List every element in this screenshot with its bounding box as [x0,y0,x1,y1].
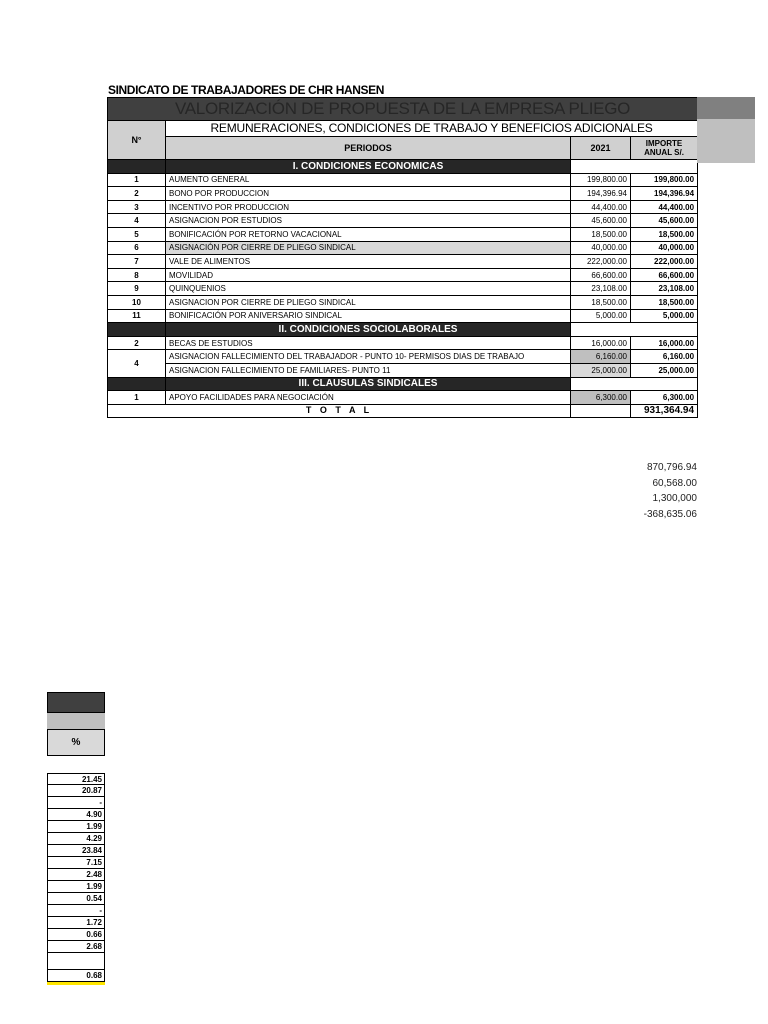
table-row: 10 ASIGNACION POR CIERRE DE PLIEGO SINDICAL 18,500.00 18,500.00 [108,295,698,309]
table-row: 6 ASIGNACIÓN POR CIERRE DE PLIEGO SINDICAL 40,000.00 40,000.00 [108,241,698,255]
percent-title-block [47,692,105,713]
table-row: 5 BONIFICACIÓN POR RETORNO VACACIONAL 18,500.00 18,500.00 [108,227,698,241]
header-year: 2021 [571,137,631,160]
table-row: 2 BECAS DE ESTUDIOS 16,000.00 16,000.00 [108,336,698,350]
table-row: 9 QUINQUENIOS 23,108.00 23,108.00 [108,282,698,296]
percent-cell: 2.48 [47,869,105,881]
section-title: III. CLAUSULAS SINDICALES [166,377,571,391]
table-row: 4 ASIGNACION POR ESTUDIOS 45,600.00 45,600.00 [108,214,698,228]
percent-cell: 4.29 [47,833,105,845]
percent-cell: 21.45 [47,773,105,785]
summary-notes [600,460,697,522]
total-value: 931,364.94 [631,404,698,418]
table-subtitle: REMUNERACIONES, CONDICIONES DE TRABAJO Y BENEFICIOS ADICIONALES [166,121,698,137]
organization-name: SINDICATO DE TRABAJADORES DE CHR HANSEN [108,83,384,97]
percent-cell: 0.54 [47,893,105,905]
percent-header: % [47,729,105,756]
table-row: 3 INCENTIVO POR PRODUCCION 44,400.00 44,400.00 [108,200,698,214]
percent-cell: 0.66 [47,929,105,941]
percent-cell: 23.84 [47,845,105,857]
percent-cell: 1.99 [47,881,105,893]
percent-cell: - [47,905,105,917]
section-title: II. CONDICIONES SOCIOLABORALES [166,323,571,337]
header-amount: IMPORTE ANUAL S/. [631,137,698,160]
side-header-dark [697,97,755,119]
percent-cell: 0.68 [47,970,105,982]
side-header-gray [697,119,755,163]
percent-column [47,692,105,985]
header-num: N° [108,121,166,160]
percent-cell [47,953,105,970]
percent-cell: 1.99 [47,821,105,833]
percent-cell: 20.87 [47,785,105,797]
header-periods: PERIODOS [166,137,571,160]
table-row: 7 VALE DE ALIMENTOS 222,000.00 222,000.00 [108,255,698,269]
valuation-table [107,97,698,418]
percent-cell: 2.68 [47,941,105,953]
percent-cell: 4.90 [47,809,105,821]
table-row: 1 AUMENTO GENERAL 199,800.00 199,800.00 [108,173,698,187]
note-value: 1,300,000 [652,493,697,504]
percent-cell: - [47,797,105,809]
percent-cell: 7.15 [47,857,105,869]
table-row: ASIGNACION FALLECIMIENTO DE FAMILIARES- PUNTO 11 25,000.00 25,000.00 [108,363,698,377]
note-value: -368,635.06 [643,508,697,520]
note-value: 60,568.00 [652,477,697,489]
total-label: T O T A L [108,404,571,418]
percent-subtitle-block [47,713,105,729]
note-value: 870,796.94 [646,462,697,473]
table-row: 2 BONO POR PRODUCCION 194,396.94 194,396.94 [108,187,698,201]
table-row: 11 BONIFICACIÓN POR ANIVERSARIO SINDICAL 5,000.00 5,000.00 [108,309,698,323]
highlight-bar [47,982,105,985]
percent-cell: 1.72 [47,917,105,929]
table-title: VALORIZACIÓN DE PROPUESTA DE LA EMPRESA PLIEGO [108,98,698,121]
table-row: 8 MOVILIDAD 66,600.00 66,600.00 [108,268,698,282]
total-row [108,404,698,418]
table-row: 1 APOYO FACILIDADES PARA NEGOCIACIÓN 6,300.00 6,300.00 [108,391,698,405]
table-row: 4 ASIGNACION FALLECIMIENTO DEL TRABAJADOR - PUNTO 10- PERMISOS DIAS DE TRABAJO 6,160.00 6,160.00 [108,350,698,364]
section-title: I. CONDICIONES ECONOMICAS [166,160,571,174]
